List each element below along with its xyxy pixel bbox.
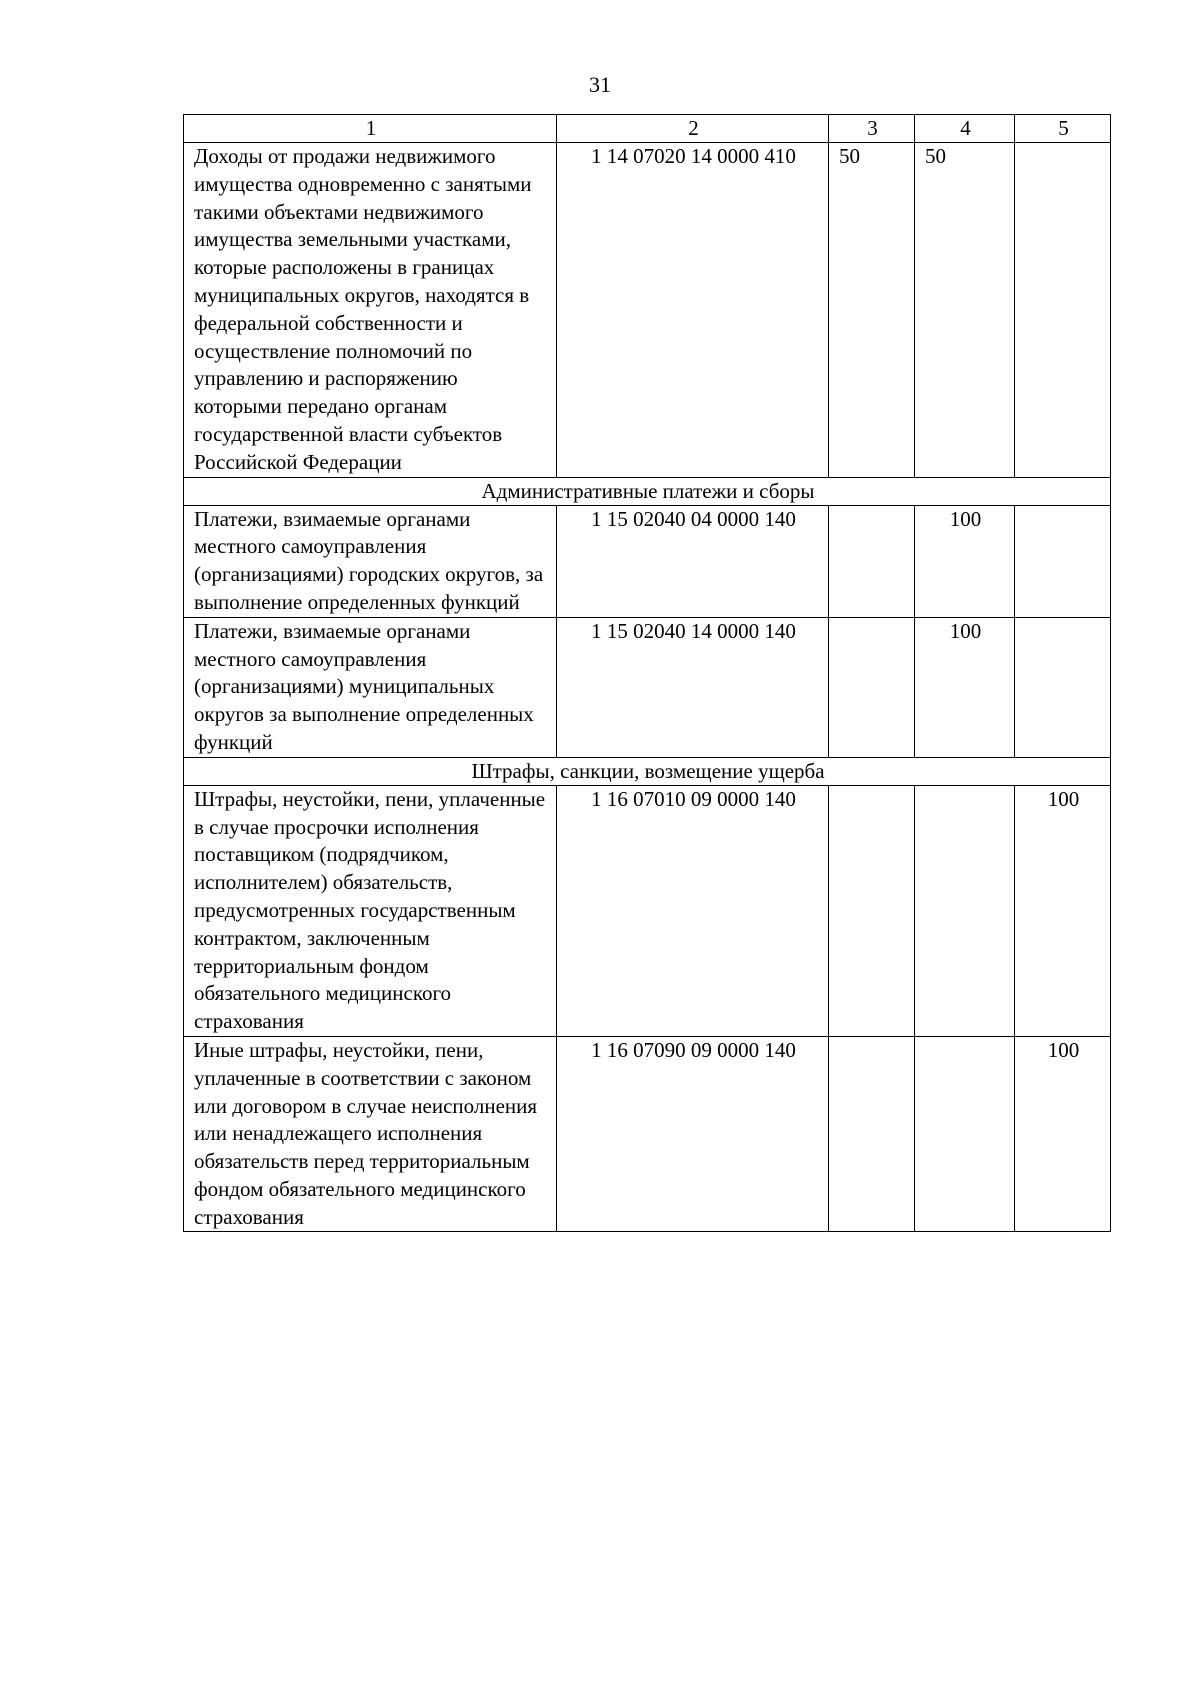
row-col5: 100 (1015, 1036, 1111, 1232)
row-col5 (1015, 617, 1111, 757)
table-row (184, 785, 1111, 1036)
table-header-row (184, 115, 1111, 143)
row-col4: 100 (915, 505, 1015, 617)
row-col3 (829, 617, 915, 757)
row-col4: 100 (915, 617, 1015, 757)
table-row (184, 1036, 1111, 1232)
row-code: 1 15 02040 04 0000 140 (557, 505, 829, 617)
header-col-1: 1 (184, 115, 557, 143)
section-title: Административные платежи и сборы (184, 477, 1111, 505)
header-col-2: 2 (557, 115, 829, 143)
row-col4 (915, 1036, 1015, 1232)
row-code: 1 15 02040 14 0000 140 (557, 617, 829, 757)
row-code: 1 16 07090 09 0000 140 (557, 1036, 829, 1232)
row-col5: 100 (1015, 785, 1111, 1036)
row-col5 (1015, 143, 1111, 478)
revenue-table (183, 114, 1111, 1232)
section-row (184, 477, 1111, 505)
header-col-3: 3 (829, 115, 915, 143)
section-title: Штрафы, санкции, возмещение ущерба (184, 757, 1111, 785)
row-col3 (829, 505, 915, 617)
row-description: Платежи, взимаемые органами местного самоуправления (организациями) городских округов, за выполнение определенных функций (184, 505, 557, 617)
header-col-4: 4 (915, 115, 1015, 143)
row-col3: 50 (829, 143, 915, 478)
row-col5 (1015, 505, 1111, 617)
row-code: 1 16 07010 09 0000 140 (557, 785, 829, 1036)
row-col4: 50 (915, 143, 1015, 478)
row-description: Иные штрафы, неустойки, пени, уплаченные в соответствии с законом или договором в случае неисполнения или ненадлежащего исполнения обязательств перед территориальным фондом обязательного медицинского страхования (184, 1036, 557, 1232)
row-col4 (915, 785, 1015, 1036)
row-col3 (829, 785, 915, 1036)
section-row (184, 757, 1111, 785)
table-row (184, 505, 1111, 617)
page-number: 31 (589, 72, 611, 97)
row-description: Платежи, взимаемые органами местного самоуправления (организациями) муниципальных округов за выполнение определенных функций (184, 617, 557, 757)
table-row (184, 617, 1111, 757)
table-row (184, 143, 1111, 478)
row-description: Доходы от продажи недвижимого имущества одновременно с занятыми такими объектами недвижимого имущества земельными участками, которые расположены в границах муниципальных округов, находятся в федеральной собственности и осуществление полномочий по управлению и распоряжению которыми передано органам государственной власти субъектов Российской Федерации (184, 143, 557, 478)
header-col-5: 5 (1015, 115, 1111, 143)
row-code: 1 14 07020 14 0000 410 (557, 143, 829, 478)
row-description: Штрафы, неустойки, пени, уплаченные в случае просрочки исполнения поставщиком (подрядчиком, исполнителем) обязательств, предусмотренных государственным контрактом, заключенным территориальным фондом обязательного медицинского страхования (184, 785, 557, 1036)
row-col3 (829, 1036, 915, 1232)
